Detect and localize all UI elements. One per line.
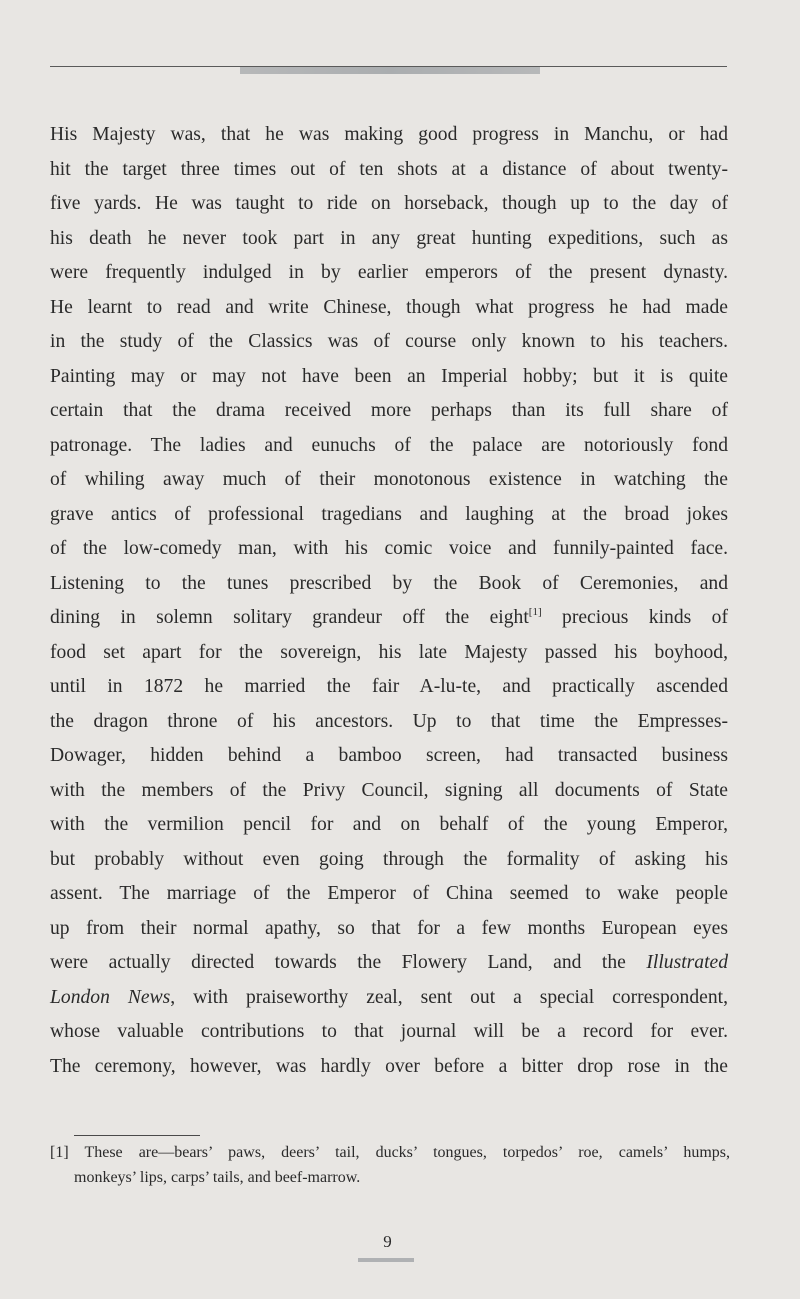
footnote-reference: [1] [528, 606, 542, 618]
footnote-marker: [1] [50, 1144, 69, 1161]
text-line: His Majesty was, that he was making good progress in Manchu, or had [50, 124, 728, 145]
text-line: Dowager, hidden behind a bamboo screen, had transacted business [50, 745, 728, 766]
text-line [50, 946, 728, 981]
text-fragment: , with praiseworthy zeal, sent out a special correspondent, [170, 986, 728, 1008]
text-line: certain that the drama received more perhaps than its full share of [50, 400, 728, 421]
page-number-band [358, 1258, 414, 1262]
text-line: his death he never took part in any great hunting expeditions, such as [50, 227, 728, 249]
text-line: five yards. He was taught to ride on horseback, though up to the day of [50, 193, 728, 214]
text-line: patronage. The ladies and eunuchs of the palace are notoriously fond [50, 434, 728, 456]
text-line: but probably without even going through the formality of asking his [50, 848, 728, 870]
text-line: with the members of the Privy Council, signing all documents of State [50, 779, 728, 801]
text-fragment: precious kinds of [562, 607, 728, 628]
text-line: the dragon throne of his ancestors. Up to that time the Empresses- [50, 710, 728, 732]
footnote-line: monkeys’ lips, carps’ tails, and beef-marrow. [74, 1169, 361, 1186]
text-line [50, 601, 728, 636]
text-line: up from their normal apathy, so that for a few months European eyes [50, 917, 728, 939]
text-line: Listening to the tunes prescribed by the Book of Ceremonies, and [50, 572, 728, 594]
body-text [50, 118, 728, 1084]
text-line: were frequently indulged in by earlier emperors of the present dynasty. [50, 262, 728, 283]
text-line: of whiling away much of their monotonous existence in watching the [50, 469, 728, 490]
header-band [240, 67, 540, 74]
footnote-rule [74, 1135, 200, 1136]
text-line: food set apart for the sovereign, his late Majesty passed his boyhood, [50, 641, 728, 663]
text-line: whose valuable contributions to that journal will be a record for ever. [50, 1021, 728, 1042]
text-fragment: dining in solemn solitary grandeur off the eight [50, 607, 529, 628]
page-number: 9 [383, 1232, 392, 1251]
text-line: assent. The marriage of the Emperor of China seemed to wake people [50, 883, 728, 904]
text-line [50, 981, 728, 1016]
text-line: with the vermilion pencil for and on behalf of the young Emperor, [50, 814, 728, 835]
footnote-line [50, 1140, 730, 1165]
footnote-text: These are—bears’ paws, deers’ tail, ducks’ tongues, torpedos’ roe, camels’ humps, [84, 1144, 731, 1161]
text-fragment: were actually directed towards the Flowery Land, and the [50, 952, 626, 973]
text-line: grave antics of professional tragedians and laughing at the broad jokes [50, 503, 728, 525]
text-line: in the study of the Classics was of course only known to his teachers. [50, 331, 728, 352]
text-line: hit the target three times out of ten shots at a distance of about twenty- [50, 158, 728, 180]
text-line: until in 1872 he married the fair A-lu-te, and practically ascended [50, 676, 728, 697]
text-line: of the low-comedy man, with his comic voice and funnily-painted face. [50, 538, 728, 559]
italic-title: London News [50, 986, 171, 1008]
text-line: He learnt to read and write Chinese, though what progress he had made [50, 296, 728, 318]
italic-title: Illustrated [646, 952, 729, 973]
footnote [50, 1140, 730, 1190]
text-line: Painting may or may not have been an Imperial hobby; but it is quite [50, 365, 728, 387]
text-line: The ceremony, however, was hardly over before a bitter drop rose in the [50, 1055, 728, 1077]
